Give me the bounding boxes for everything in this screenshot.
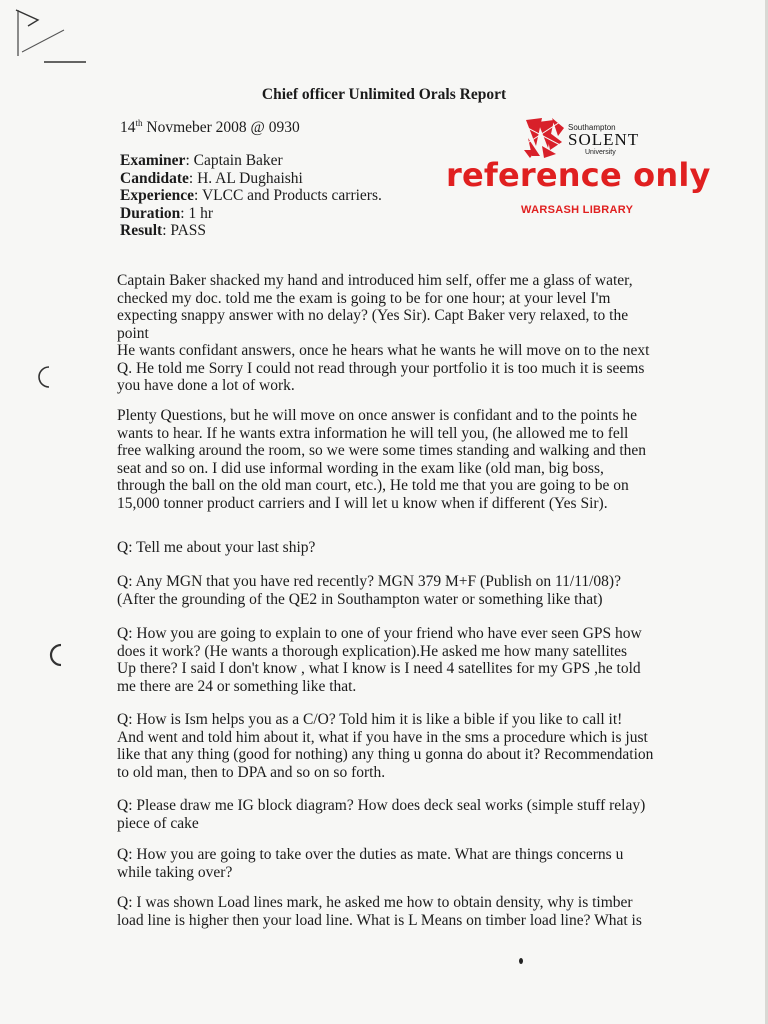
document-title: Chief officer Unlimited Orals Report xyxy=(261,86,507,103)
duration-value: : 1 hr xyxy=(180,204,214,222)
date-day: 14 xyxy=(120,119,136,136)
question-paragraph xyxy=(117,539,315,557)
text-line: free walking around the room, so we were some times standing and walking and then xyxy=(117,442,647,459)
date-rest: Novmeber 2008 @ 0930 xyxy=(142,119,300,136)
result-row xyxy=(120,222,382,240)
text-line: Q: How is Ism helps you as a C/O? Told him it is like a bible if you like to call it! xyxy=(117,711,623,728)
question-paragraph xyxy=(117,573,621,608)
logo-name: SOLENT xyxy=(568,130,640,149)
punch-hole xyxy=(44,642,70,668)
text-line: load line is higher then your load line. What is L Means on timber load line? What is xyxy=(117,911,642,929)
candidate-row xyxy=(120,170,382,188)
question-paragraph xyxy=(117,711,653,781)
text-line: you have done a lot of work. xyxy=(117,377,295,394)
experience-label: Experience xyxy=(120,187,195,204)
reference-only-stamp: reference only xyxy=(446,156,711,194)
text-line: Q: Tell me about your last ship? xyxy=(117,539,316,556)
logo-university: University xyxy=(585,149,616,156)
solent-sail-icon xyxy=(522,116,566,158)
intro-paragraph xyxy=(117,272,649,395)
date-suffix: th xyxy=(135,117,143,128)
candidate-value: : H. AL Dughaishi xyxy=(188,169,303,187)
experience-value: : VLCC and Products carriers. xyxy=(194,187,382,204)
text-line: checked my doc. told me the exam is going to be for one hour; at your level I'm xyxy=(117,289,611,307)
question-paragraph xyxy=(117,797,645,832)
text-line: seat and so on. I did use informal wording in the exam like (old man, big boss, xyxy=(117,459,604,477)
text-line: (After the grounding of the QE2 in Southampton water or something like that) xyxy=(117,590,603,608)
text-line: piece of cake xyxy=(117,814,199,832)
result-value: : PASS xyxy=(162,222,207,239)
examiner-value: : Captain Baker xyxy=(185,152,283,169)
question-paragraph xyxy=(117,894,642,929)
text-line: Up there? I said I don't know , what I know is I need 4 satellites for my GPS ,he told xyxy=(117,660,641,677)
text-line: through the ball on the old man court, etc.), He told me that you are going to be on xyxy=(117,477,629,494)
library-stamp: WARSASH LIBRARY xyxy=(521,204,634,216)
question-paragraph xyxy=(117,846,623,881)
text-line: Q: How you are going to explain to one of your friend who have ever seen GPS how xyxy=(117,625,642,642)
text-line: does it work? (He wants a thorough explication).He asked me how many satellites xyxy=(117,642,628,660)
text-line: Captain Baker shacked my hand and introduced him self, offer me a glass of water, xyxy=(117,272,633,289)
punch-hole xyxy=(32,364,58,390)
result-label: Result xyxy=(120,222,163,239)
examiner-row xyxy=(120,152,382,170)
candidate-label: Candidate xyxy=(120,169,189,187)
text-line: Q: Any MGN that you have red recently? MGN 379 M+F (Publish on 11/11/08)? xyxy=(117,573,621,590)
text-line: 15,000 tonner product carriers and I will let u know when if different (Yes Sir). xyxy=(117,494,608,512)
report-date xyxy=(120,119,300,137)
text-line: like that any thing (good for nothing) any thing u gonna do about it? Recommendation xyxy=(117,746,654,763)
text-line: He wants confidant answers, once he hears what he wants he will move on to the next xyxy=(117,342,650,359)
solent-university-logo xyxy=(522,116,652,160)
text-line: wants to hear. If he wants extra information he will tell you, (he allowed me to fell xyxy=(117,424,629,442)
text-line: Q: Please draw me IG block diagram? How does deck seal works (simple stuff relay) xyxy=(117,797,646,814)
text-line: Q. He told me Sorry I could not read through your portfolio it is too much it is seems xyxy=(117,359,645,377)
duration-label: Duration xyxy=(120,204,181,222)
examiner-label: Examiner xyxy=(120,152,186,169)
text-line: And went and told him about it, what if you have in the sms a procedure which is just xyxy=(117,728,648,746)
question-paragraph xyxy=(117,625,642,695)
corner-fold-mark xyxy=(8,6,88,70)
text-line: Plenty Questions, but he will move on once answer is confidant and to the points he xyxy=(117,407,638,424)
text-line: Q: How you are going to take over the duties as mate. What are things concerns u xyxy=(117,846,624,863)
duration-row xyxy=(120,205,382,223)
text-line: while taking over? xyxy=(117,863,233,881)
questions-intro-paragraph xyxy=(117,407,646,512)
text-line: to old man, then to DPA and so on so forth. xyxy=(117,763,386,781)
logo-city: Southampton xyxy=(568,123,616,132)
text-line: expecting snappy answer with no delay? (Yes Sir). Capt Baker very relaxed, to the xyxy=(117,307,629,324)
ink-dot xyxy=(519,958,523,964)
text-line: me there are 24 or something like that. xyxy=(117,677,357,695)
text-line: Q: I was shown Load lines mark, he asked me how to obtain density, why is timber xyxy=(117,894,633,911)
report-meta xyxy=(120,152,382,240)
text-line: point xyxy=(117,324,149,342)
experience-row xyxy=(120,187,382,205)
